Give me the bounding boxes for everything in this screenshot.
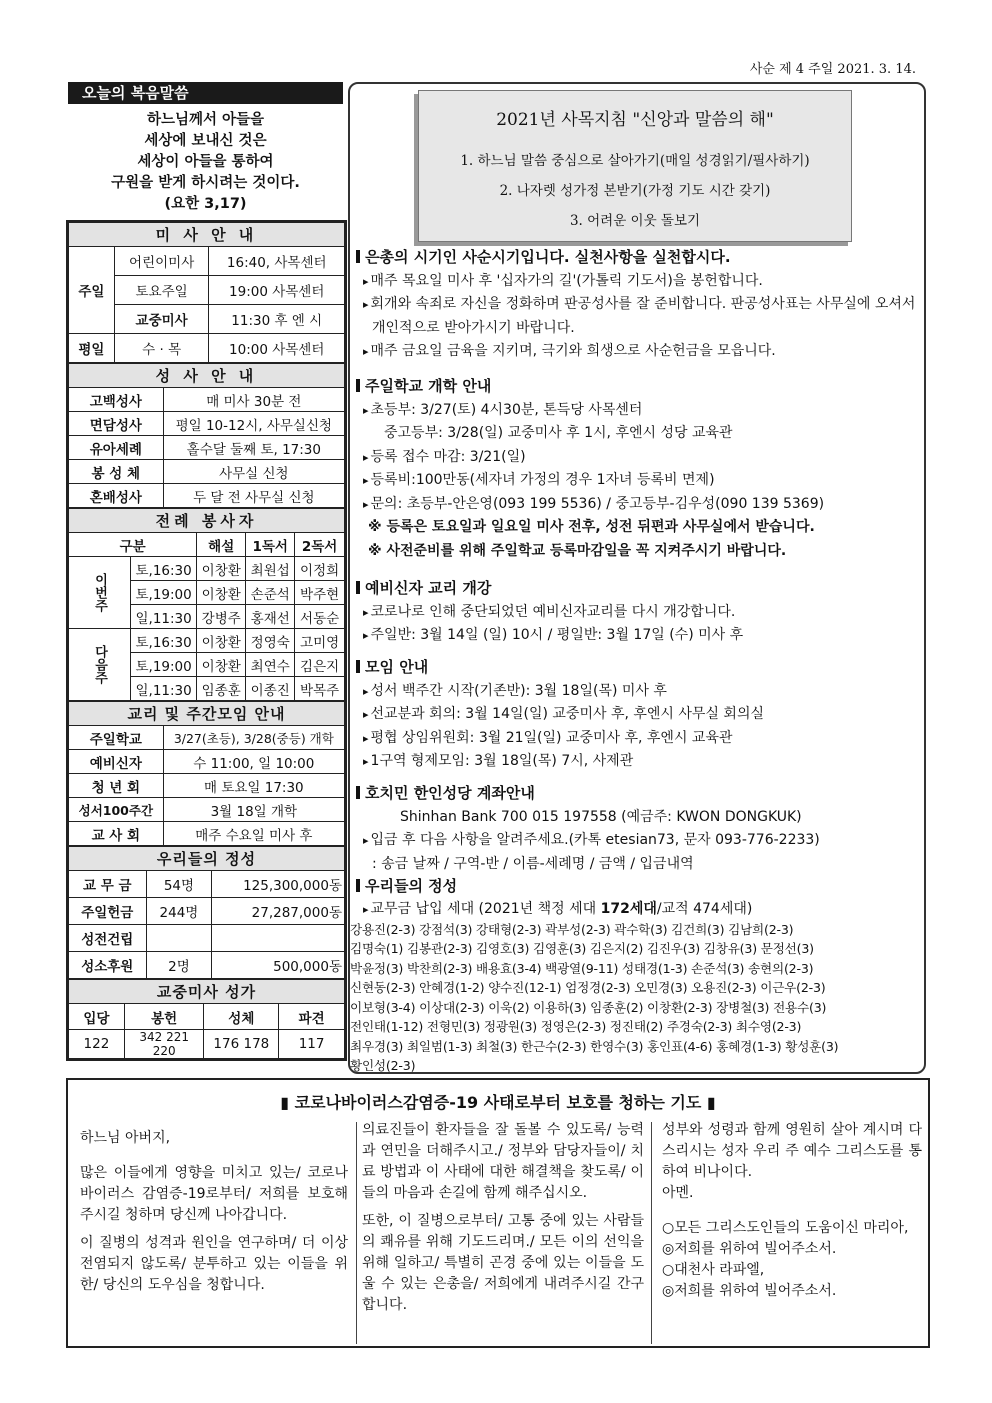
bullet: ▸ 문의: 초등부-안은영(093 199 5536) / 중고등부-김우성(090 139 5369) — [356, 493, 922, 517]
offering-label: 교 무 금 — [69, 871, 147, 898]
offering-count: 244명 — [146, 898, 212, 925]
offering-count: 54명 — [146, 871, 212, 898]
gospel-line: 하느님께서 아들을 — [146, 112, 265, 128]
liturgy-header: 해설 — [197, 533, 246, 557]
bank-account: Shinhan Bank 700 015 197558 (예금주: KWON DONGKUK) — [400, 808, 802, 825]
offering-title: 우리들의 정성 — [69, 847, 345, 871]
bullet: ▸ 1구역 형제모임: 3월 18일(목) 7시, 사제관 — [356, 750, 922, 774]
meeting-label: 예비신자 — [69, 750, 164, 774]
liturgy-cell: 홍재선 — [246, 605, 295, 629]
section-heading: 주일학교 개학 안내 — [356, 375, 922, 399]
goals-title: 2021년 사목지침 "신앙과 말씀의 해" — [496, 110, 774, 130]
prayer-paragraph: 또한, 이 질병으로부터/ 고통 중에 있는 사람들의 쾌유를 위해 기도드리며./ 모든 이의 선익을 위해 일하고/ 특별히 곤경 중에 있는 이들을 도울 수 있는 은총을/ 저희에게 내려주시길 간구합니다. — [362, 1213, 644, 1313]
mass-table — [68, 222, 345, 363]
donor-line: 박윤정(3) 박찬희(2-3) 배용효(3-4) 백광열(9-11) 성태경(1-3) 손준석(3) 송현의(2-3) — [350, 960, 814, 976]
section-heading: 우리들의 정성 — [356, 875, 922, 899]
prayer-paragraph: ○모든 그리스도인들의 도움이신 마리아, — [662, 1220, 909, 1236]
sacrament-label: 고백성사 — [69, 388, 164, 412]
liturgy-cell: 고미영 — [295, 629, 345, 653]
left-info-panel — [66, 220, 347, 1061]
hymns-table — [68, 979, 345, 1059]
bullet: ▸ 등록비:100만동(세자녀 가정의 경우 1자녀 등록비 면제) — [356, 469, 922, 493]
liturgy-cell: 이창환 — [197, 557, 246, 581]
prayer-paragraph: ○대천사 라파엘, — [662, 1262, 765, 1278]
hymn-number: 122 — [69, 1030, 125, 1059]
mass-name: 토요주일 — [114, 276, 209, 305]
liturgy-cell: 최원섭 — [246, 557, 295, 581]
offering-label: 성전건립 — [69, 925, 147, 952]
hymn-header: 파견 — [279, 1004, 345, 1030]
section-heading: 예비신자 교리 개강 — [356, 577, 922, 601]
prayer-paragraph: 하느님 아버지, — [80, 1130, 171, 1146]
offering-label: 주일헌금 — [69, 898, 147, 925]
bullet: ▸ 코로나로 인해 중단되었던 예비신자교리를 다시 개강합니다. — [356, 601, 922, 625]
gospel-reference: (요한 3,17) — [164, 196, 247, 212]
meeting-value: 매 토요일 17:30 — [163, 774, 344, 798]
liturgy-cell: 토,16:30 — [131, 629, 197, 653]
bullet: ▸ 등록 접수 마감: 3/21(일) — [356, 446, 922, 470]
mass-name: 어린이미사 — [114, 247, 209, 276]
liturgy-cell: 토,16:30 — [131, 557, 197, 581]
goal-item: 2. 나자렛 성가정 본받기(가정 기도 시간 갖기) — [499, 183, 771, 199]
mass-time: 16:40, 사목센터 — [209, 247, 345, 276]
meeting-value: 수 11:00, 일 10:00 — [163, 750, 344, 774]
mass-name: 교중미사 — [114, 305, 209, 334]
bullet-continued: 중고등부: 3/28(일) 교중미사 후 1시, 후엔시 성당 교육관 — [384, 425, 733, 441]
hymn-number: 342 221 220 — [124, 1030, 204, 1059]
prayer-paragraph: 많은 이들에게 영향을 미치고 있는/ 코로나 바이러스 감염증-19로부터/ 저희를 보호해주시길 청하며 당신께 나아갑니다. — [80, 1165, 348, 1223]
this-week-label: 이번주 — [69, 557, 131, 629]
liturgy-cell: 일,11:30 — [131, 605, 197, 629]
notice: ※ 등록은 토요일과 일요일 미사 전후, 성전 뒤편과 사무실에서 받습니다. — [368, 519, 815, 535]
bullet: ▸ 선교분과 회의: 3월 14일(일) 교중미사 후, 후엔시 사무실 회의실 — [356, 703, 922, 727]
liturgy-cell: 이창환 — [197, 629, 246, 653]
offering-amount — [212, 925, 345, 952]
prayer-box — [66, 1078, 930, 1348]
sunday-label: 주일 — [69, 247, 115, 334]
section-heading: 모임 안내 — [356, 656, 922, 680]
offering-amount: 27,287,000동 — [212, 898, 345, 925]
pastoral-goals-box — [418, 90, 852, 242]
bullet: ▸ 매주 목요일 미사 후 '십자가의 길'(가톨릭 기도서)을 봉헌합니다. — [356, 270, 922, 294]
liturgy-cell: 이종진 — [246, 677, 295, 701]
donor-line: 전인태(1-12) 전형민(3) 정광원(3) 정영은(2-3) 정진태(2) 주경숙(2-3) 최수영(2-3) — [350, 1019, 802, 1034]
column-divider — [651, 1122, 652, 1344]
mass-time: 19:00 사목센터 — [209, 276, 345, 305]
bullet: ▸ 초등부: 3/27(토) 4시30분, 톤득당 사목센터 — [356, 399, 922, 423]
offering-table — [68, 846, 345, 979]
bullet — [356, 899, 922, 920]
liturgy-cell: 손준석 — [246, 581, 295, 605]
prayer-column-1 — [80, 1128, 348, 1303]
gospel-line: 세상이 아들을 통하여 — [137, 154, 274, 170]
column-divider — [356, 1122, 357, 1344]
prayer-title-text: 코로나바이러스감염증-19 사태로부터 보호를 청하는 기도 — [294, 1093, 702, 1112]
offering-amount: 125,300,000동 — [212, 871, 345, 898]
notice: ※ 사전준비를 위해 주일학교 등록마감일을 꼭 지켜주시기 바랍니다. — [368, 542, 787, 559]
hymn-header: 봉헌 — [124, 1004, 204, 1030]
bullet: ▸ 회개와 속죄로 자신을 정화하며 판공성사를 잘 준비합니다. 판공성사표는 사무실에 오셔서 개인적으로 받아가시기 바랍니다. — [356, 293, 922, 340]
sacrament-value: 두 달 전 사무실 신청 — [163, 484, 344, 508]
sacrament-label: 봉 성 체 — [69, 460, 164, 484]
meetings-title: 교리 및 주간모임 안내 — [69, 702, 345, 726]
gospel-line: 세상에 보내신 것은 — [144, 133, 267, 149]
donor-line: 최우경(3) 최일범(1-3) 최철(3) 한근수(2-3) 한영수(3) 홍인표(4-6) 홍혜경(1-3) 황성훈(3) — [350, 1038, 839, 1054]
bullet: ▸ 입금 후 다음 사항을 알려주세요.(카톡 etesian73, 문자 093-776-2233) — [356, 829, 922, 853]
meetings-table — [68, 701, 345, 846]
sacrament-title: 성 사 안 내 — [69, 364, 345, 388]
issue-date: 사순 제 4 주일 2021. 3. 14. — [749, 62, 916, 77]
offering-label: 성소후원 — [69, 952, 147, 979]
prayer-paragraph: 성부와 성령과 함께 영원히 살아 계시며 다스리시는 성자 우리 주 예수 그리스도를 통하여 비나이다. — [662, 1122, 922, 1180]
title-mark: ▮ — [280, 1093, 290, 1112]
mass-time: 11:30 후 엔 시 — [209, 305, 345, 334]
sacrament-value: 평일 10-12시, 사무실신청 — [163, 412, 344, 436]
hymn-header: 입당 — [69, 1004, 125, 1030]
sacrament-table — [68, 363, 345, 508]
liturgy-cell: 박목주 — [295, 677, 345, 701]
offering-count: 2명 — [146, 952, 212, 979]
meeting-label: 주일학교 — [69, 726, 164, 750]
meeting-value: 매주 수요일 미사 후 — [163, 822, 344, 846]
sacrament-label: 유아세례 — [69, 436, 164, 460]
liturgy-header: 1독서 — [246, 533, 295, 557]
prayer-paragraph: 아멘. — [662, 1185, 694, 1201]
weekday-label: 평일 — [69, 334, 115, 363]
offering-amount: 500,000동 — [212, 952, 345, 979]
bullet: ▸ 매주 금요일 금육을 지키며, 극기와 희생으로 사순헌금을 모읍니다. — [356, 340, 922, 364]
bullet-text: 교무금 납입 세대 (2021년 책정 세대 — [370, 900, 601, 917]
prayer-column-3 — [662, 1120, 922, 1302]
gospel-text — [68, 110, 343, 215]
gatherings-section — [356, 656, 922, 774]
section-heading: 호치민 한인성당 계좌안내 — [356, 782, 922, 806]
meeting-value: 3월 18일 개학 — [163, 798, 344, 822]
title-mark: ▮ — [706, 1093, 716, 1112]
liturgy-cell: 토,19:00 — [131, 581, 197, 605]
meeting-value: 3/27(초등), 3/28(중등) 개학 — [163, 726, 344, 750]
sacrament-value: 매 미사 30분 전 — [163, 388, 344, 412]
prayer-title — [68, 1090, 928, 1113]
sacrament-label: 혼배성사 — [69, 484, 164, 508]
liturgy-cell: 정영숙 — [246, 629, 295, 653]
liturgy-title: 전례 봉사자 — [69, 509, 345, 533]
section-heading: 은총의 시기인 사순시기입니다. 실천사항을 실천합시다. — [356, 246, 922, 270]
meeting-label: 교 사 회 — [69, 822, 164, 846]
liturgy-cell: 일,11:30 — [131, 677, 197, 701]
sacrament-value: 사무실 신청 — [163, 460, 344, 484]
liturgy-cell: 임종훈 — [197, 677, 246, 701]
liturgy-cell: 이정희 — [295, 557, 345, 581]
gospel-line: 구원을 받게 하시려는 것이다. — [111, 175, 300, 191]
goal-item: 3. 어려운 이웃 돌보기 — [569, 213, 701, 229]
account-section — [356, 782, 922, 876]
donor-line: 황인성(2-3) — [350, 1058, 416, 1073]
sacrament-value: 홀수달 둘째 토, 17:30 — [163, 436, 344, 460]
liturgy-cell: 박주현 — [295, 581, 345, 605]
school-section — [356, 375, 922, 563]
bullet: ▸ 주일반: 3월 14일 (일) 10시 / 평일반: 3월 17일 (수) 미사 후 — [356, 624, 922, 648]
catechumen-section — [356, 577, 922, 648]
liturgy-table — [68, 508, 345, 701]
donor-line: 신현동(2-3) 안혜경(1-2) 양수진(12-1) 엄정경(2-3) 오민경(3) 오용진(2-3) 이근우(2-3) — [350, 980, 826, 995]
donor-names — [350, 920, 922, 1076]
sacrament-label: 면담성사 — [69, 412, 164, 436]
prayer-paragraph: ◎저희를 위하여 빌어주소서. — [662, 1241, 837, 1257]
hymns-title: 교중미사 성가 — [69, 980, 345, 1004]
hymn-header: 성체 — [204, 1004, 279, 1030]
gospel-title: 오늘의 복음말씀 — [68, 82, 343, 104]
liturgy-header: 구분 — [69, 533, 197, 557]
offering-count — [146, 925, 212, 952]
mass-time: 10:00 사목센터 — [209, 334, 345, 363]
hymn-number: 117 — [279, 1030, 345, 1059]
donor-line: 김명숙(1) 김봉관(2-3) 김영호(3) 김영훈(3) 김은지(2) 김진우(3) 김창유(3) 문정선(3) — [350, 941, 814, 956]
goal-item: 1. 하느님 말씀 중심으로 살아가기(매일 성경읽기/필사하기) — [460, 153, 810, 169]
prayer-paragraph: ◎저희를 위하여 빌어주소서. — [662, 1283, 837, 1299]
liturgy-cell: 김은지 — [295, 653, 345, 677]
next-week-label: 다음주 — [69, 629, 131, 701]
bullet-continued: : 송금 날짜 / 구역-반 / 이름-세례명 / 금액 / 입금내역 — [372, 855, 694, 872]
bullet: ▸ 성서 백주간 시작(기존반): 3월 18일(목) 미사 후 — [356, 680, 922, 704]
bullet: ▸ 평협 상임위원회: 3월 21일(일) 교중미사 후, 후엔시 교육관 — [356, 727, 922, 751]
mass-name: 수 · 목 — [114, 334, 209, 363]
meeting-label: 청 년 회 — [69, 774, 164, 798]
liturgy-cell: 강병주 — [197, 605, 246, 629]
liturgy-cell: 이창환 — [197, 581, 246, 605]
prayer-paragraph: 의료진들이 환자들을 잘 돌볼 수 있도록/ 능력과 연민을 더해주시고./ 정부와 담당자들이/ 치료 방법과 이 사태에 대한 해결책을 찾도록/ 이들의 마음과 손길에 함께 해주십시오. — [362, 1122, 644, 1201]
donor-line: 이보형(3-4) 이상대(2-3) 이욱(2) 이용하(3) 임종훈(2) 이창환(2-3) 장병철(3) 전용수(3) — [350, 999, 827, 1015]
hymn-number: 176 178 — [204, 1030, 279, 1059]
prayer-paragraph: 이 질병의 성격과 원인을 연구하며/ 더 이상 전염되지 않도록/ 분투하고 있는 이들을 위한/ 당신의 도우심을 청합니다. — [80, 1235, 348, 1293]
prayer-column-2 — [362, 1120, 644, 1323]
donor-line: 강용진(2-3) 강점석(3) 강태형(2-3) 곽부성(2-3) 곽수학(3) 김건희(3) 김남희(2-3) — [350, 921, 794, 937]
liturgy-cell: 서동순 — [295, 605, 345, 629]
devotion-section — [350, 875, 922, 1076]
liturgy-header: 2독서 — [295, 533, 345, 557]
mass-title: 미 사 안 내 — [69, 223, 345, 247]
lent-section — [356, 246, 922, 364]
liturgy-cell: 최연수 — [246, 653, 295, 677]
meeting-label: 성서100주간 — [69, 798, 164, 822]
bullet-highlight: 172세대 — [600, 900, 657, 917]
liturgy-cell: 이창환 — [197, 653, 246, 677]
liturgy-cell: 토,19:00 — [131, 653, 197, 677]
bullet-text: /교적 474세대) — [656, 900, 753, 917]
